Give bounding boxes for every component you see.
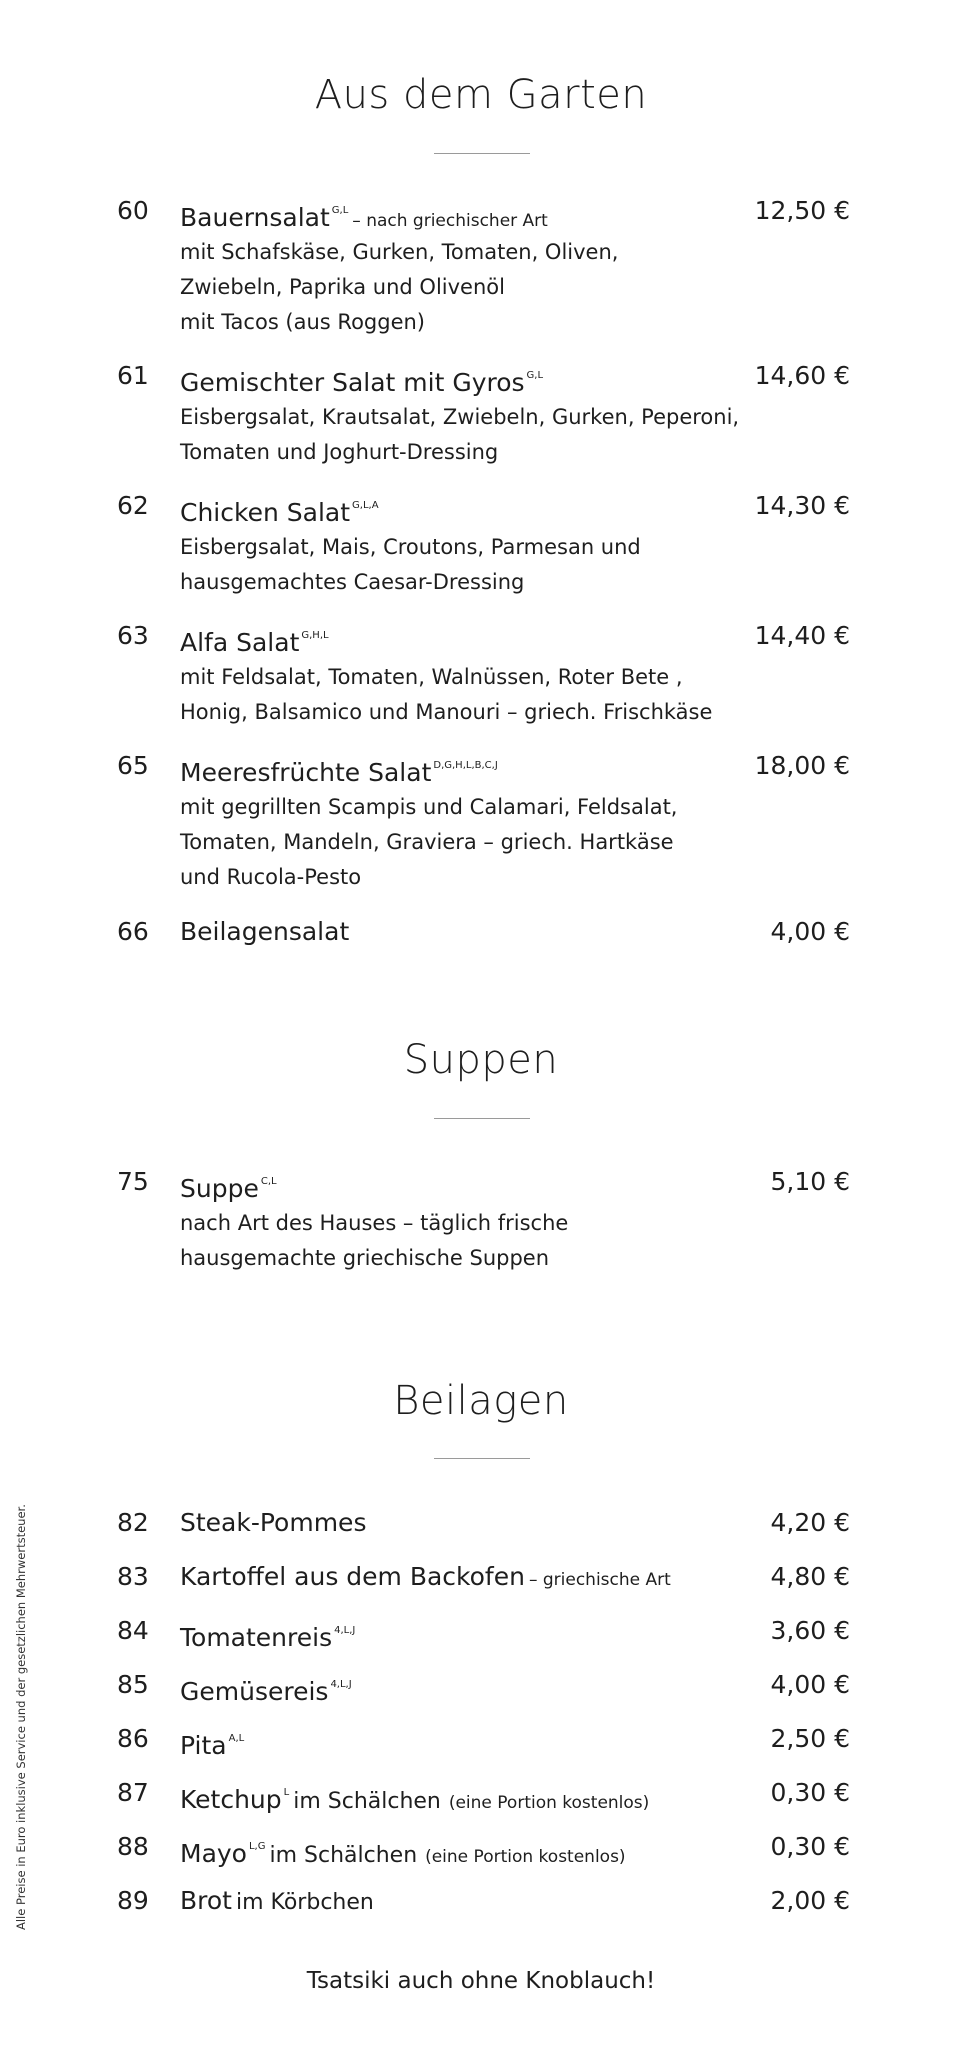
item-number: 85 [117,1670,149,1699]
section-title-suppen: Suppen [403,1037,559,1083]
item-suffix: – griechische Art [528,1570,671,1590]
item-price: 18,00 € [754,751,850,780]
item-number: 63 [117,621,149,650]
item-description: nach Art des Hauses – täglich frische hausgemachte griechische Suppen [180,1211,569,1270]
item-price: 14,40 € [754,621,850,650]
item-number: 83 [117,1562,149,1591]
item-name: Steak-Pommes [180,1508,367,1537]
item-serving: im Schälchen [269,1843,418,1868]
item-name: Suppe [180,1174,259,1203]
item-number: 89 [117,1886,149,1915]
item-description: Eisbergsalat, Krautsalat, Zwiebeln, Gurken, Peperoni, Tomaten und Joghurt-Dressing [180,405,740,464]
item-name: Meeresfrüchte Salat [180,758,432,787]
price-disclaimer: Alle Preise in Euro inklusive Service und der gesetzlichen Mehrwertsteuer. [14,1504,28,1930]
section-divider [434,1458,530,1459]
allergen-codes: D,G,H,L,B,C,J [433,760,498,771]
item-price: 4,20 € [770,1508,850,1537]
section-divider [434,1118,530,1119]
item-price: 2,00 € [770,1886,850,1915]
item-note: (eine Portion kostenlos) [425,1847,626,1867]
allergen-codes: G,L,A [352,500,379,511]
item-price: 0,30 € [770,1832,850,1861]
item-name: Brot [180,1886,232,1915]
item-name: Gemischter Salat mit Gyros [180,368,525,397]
item-name: Beilagensalat [180,917,350,946]
item-number: 87 [117,1778,149,1807]
item-price: 14,60 € [754,361,850,390]
item-number: 88 [117,1832,149,1861]
item-price: 4,00 € [770,917,850,946]
item-name: Bauernsalat [180,203,330,232]
item-name: Gemüsereis [180,1677,329,1706]
item-note: (eine Portion kostenlos) [448,1793,650,1813]
item-number: 75 [117,1167,149,1196]
item-serving: im Körbchen [235,1890,374,1915]
allergen-codes: L [283,1787,290,1798]
item-number: 60 [117,196,149,225]
allergen-codes: L,G [248,1841,266,1852]
section-title-garten: Aus dem Garten [314,72,648,118]
allergen-codes: G,L [331,205,349,216]
item-price: 4,80 € [770,1562,850,1591]
item-name: Tomatenreis [180,1623,333,1652]
allergen-codes: C,L [260,1176,277,1187]
section-title-beilagen: Beilagen [393,1378,569,1424]
item-name: Chicken Salat [180,498,351,527]
item-number: 65 [117,751,149,780]
item-name: Alfa Salat [180,628,300,657]
item-number: 86 [117,1724,149,1753]
footer-note: Tsatsiki auch ohne Knoblauch! [306,1968,656,1994]
item-number: 61 [117,361,149,390]
item-description: mit Schafskäse, Gurken, Tomaten, Oliven, Zwiebeln, Paprika und Olivenöl mit Tacos (aus Roggen) [180,240,619,334]
allergen-codes: 4,L,J [330,1679,352,1690]
item-price: 12,50 € [754,196,850,225]
item-name: Pita [180,1731,227,1760]
section-divider [434,153,530,154]
item-number: 84 [117,1616,149,1645]
item-number: 66 [117,917,149,946]
allergen-codes: 4,L,J [334,1625,356,1636]
item-description: Eisbergsalat, Mais, Croutons, Parmesan und hausgemachtes Caesar-Dressing [180,535,641,594]
item-name: Mayo [180,1839,247,1868]
item-number: 62 [117,491,149,520]
item-number: 82 [117,1508,149,1537]
item-suffix: – nach griechischer Art [352,211,548,231]
item-serving: im Schälchen [293,1789,441,1814]
item-name: Kartoffel aus dem Backofen [180,1562,525,1591]
item-price: 4,00 € [770,1670,850,1699]
item-price: 0,30 € [770,1778,850,1807]
allergen-codes: G,L [526,370,544,381]
allergen-codes: A,L [228,1733,245,1744]
item-name: Ketchup [180,1785,282,1814]
item-description: mit gegrillten Scampis und Calamari, Feldsalat, Tomaten, Mandeln, Graviera – griech. Hartkäse und Rucola-Pesto [180,795,678,889]
item-description: mit Feldsalat, Tomaten, Walnüssen, Roter Bete , Honig, Balsamico und Manouri – griech. Frischkäse [180,665,713,724]
item-price: 5,10 € [770,1167,850,1196]
allergen-codes: G,H,L [301,630,329,641]
item-price: 3,60 € [770,1616,850,1645]
item-price: 14,30 € [754,491,850,520]
item-price: 2,50 € [770,1724,850,1753]
